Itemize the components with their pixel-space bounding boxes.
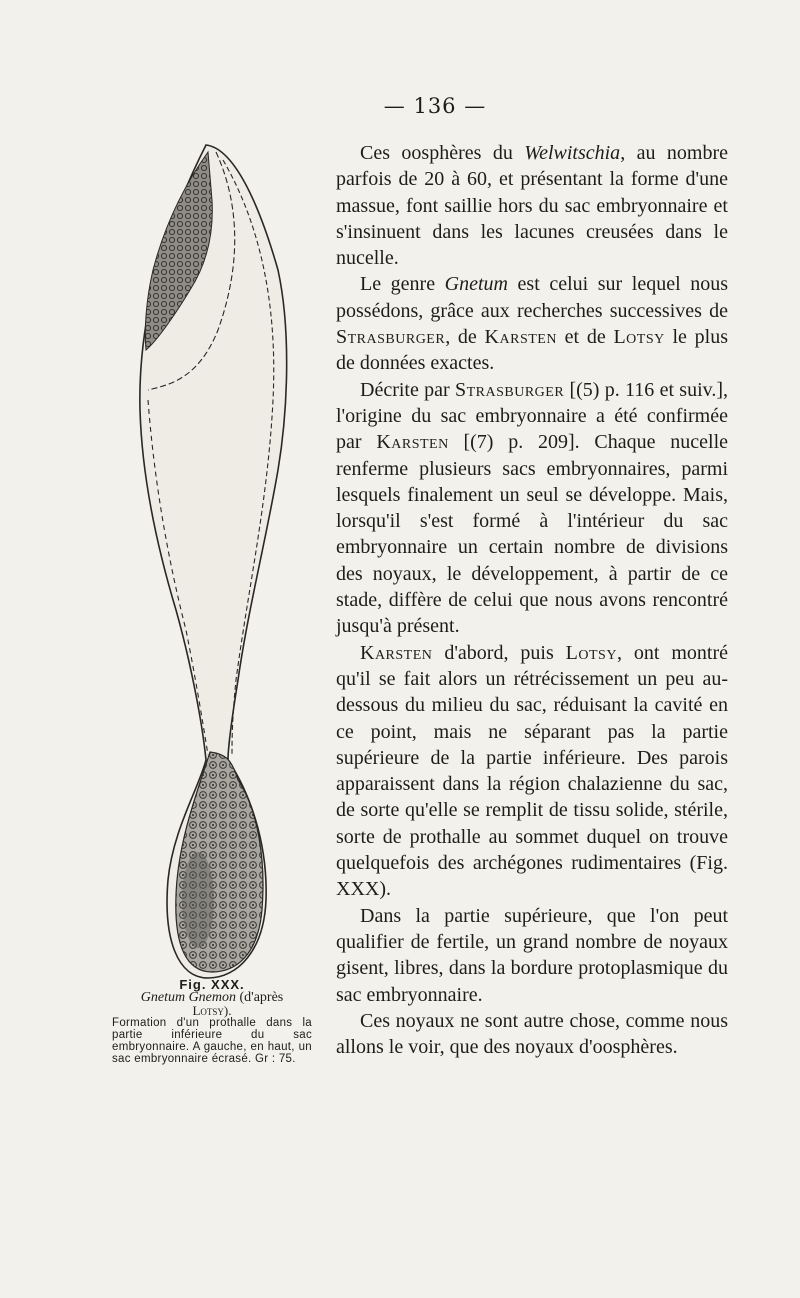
p1-text-c: , au nombre parfois de 20 à 60, et présentant la forme d'une massue, font saillie hors du sac embryonnaire et s'insinuent dans les lacunes creusées dans le nucelle. (336, 142, 728, 270)
p2-author-karsten: Karsten (484, 326, 557, 349)
p3-text-c: [(5) p. 116 et suiv.], l'origine du sac embryonnaire a été confirmée par (336, 378, 728, 454)
caption-text: Formation d'un prothalle dans la partie inférieure du sac embryonnaire. A gauche, en haut, un sac embryonnaire écrasé. Gr : 75. (112, 1017, 312, 1065)
p3-text-e: [(7) p. 209]. Chaque nucelle renferme plusieurs sacs embryonnaires, parmi lesquels finalement un seul se développe. Mais, lorsqu'il s'est formé à l'intérieur du sac embryonnaire un certain nombre de divisions des noyaux, le développement, à partir de ce stade, diffère de celui que nous avons rencontré jusqu'à présent. (336, 431, 728, 638)
species-name: Gnetum Gnemon (140, 990, 237, 1005)
p3-author-strasburger: Strasburger (454, 378, 565, 401)
p1-text-a: Ces oosphères du (360, 142, 525, 164)
paragraph-5: Dans la partie supérieure, que l'on peut qualifier de fertile, un grand nombre de noyaux gisent, libres, dans la bordure protoplasmique du sac embryonnaire. (336, 904, 728, 1006)
page-number: — 136 — (383, 94, 487, 118)
p4-text-d: , ont montré qu'il se fait alors un rétrécissement un peu au-dessous du milieu du sac, réduisant la cavité en ce point, mais ne séparant pas la partie supérieure de la partie inférieure. Des parois apparaissent dans la région chalazienne du sac, de sorte qu'elle se remplit de tissu solide, stérile, sorte de prothalle au sommet duquel on trouve quelquefois des archégones rudimentaires (Fig. XXX). (336, 641, 728, 901)
p4-author-karsten: Karsten (360, 641, 433, 664)
figure-caption (112, 978, 312, 1065)
p1-genus: Welwitschia (524, 142, 621, 164)
p3-author-karsten: Karsten (376, 431, 449, 454)
paragraph-2 (336, 271, 728, 376)
source-open: (d'après (239, 990, 284, 1005)
p2-author-lotsy: Lotsy (613, 326, 665, 349)
embryo-sac-illustration (128, 140, 298, 980)
p2-genus: Gnetum (444, 273, 508, 296)
p2-text-a: Le genre (360, 273, 445, 296)
p2-author-strasburger: Strasburger (336, 326, 446, 349)
p2-text-g: et de (556, 326, 614, 349)
paragraph-4 (336, 640, 728, 903)
prothalle-shadow (182, 852, 214, 948)
paragraph-3 (336, 377, 728, 640)
figure-label: Fig. XXX. (179, 977, 245, 992)
paragraph-1 (336, 140, 728, 271)
p2-text-c: est celui sur lequel nous possédons, grâce aux recherches successives de (336, 273, 728, 322)
source-author: Lotsy). (192, 1003, 232, 1018)
p3-text-a: Décrite par (360, 378, 455, 401)
p2-text-e: , de (445, 326, 485, 349)
p2-text-i: le plus de données exactes. (336, 326, 728, 375)
p4-text-b: d'abord, puis (432, 641, 566, 664)
p4-author-lotsy: Lotsy (565, 641, 617, 664)
paragraph-6: Ces noyaux ne sont autre chose, comme nous allons le voir, que des noyaux d'oosphères. (336, 1009, 728, 1059)
main-text (336, 140, 728, 1060)
embryo-sac-drawing (128, 140, 298, 980)
